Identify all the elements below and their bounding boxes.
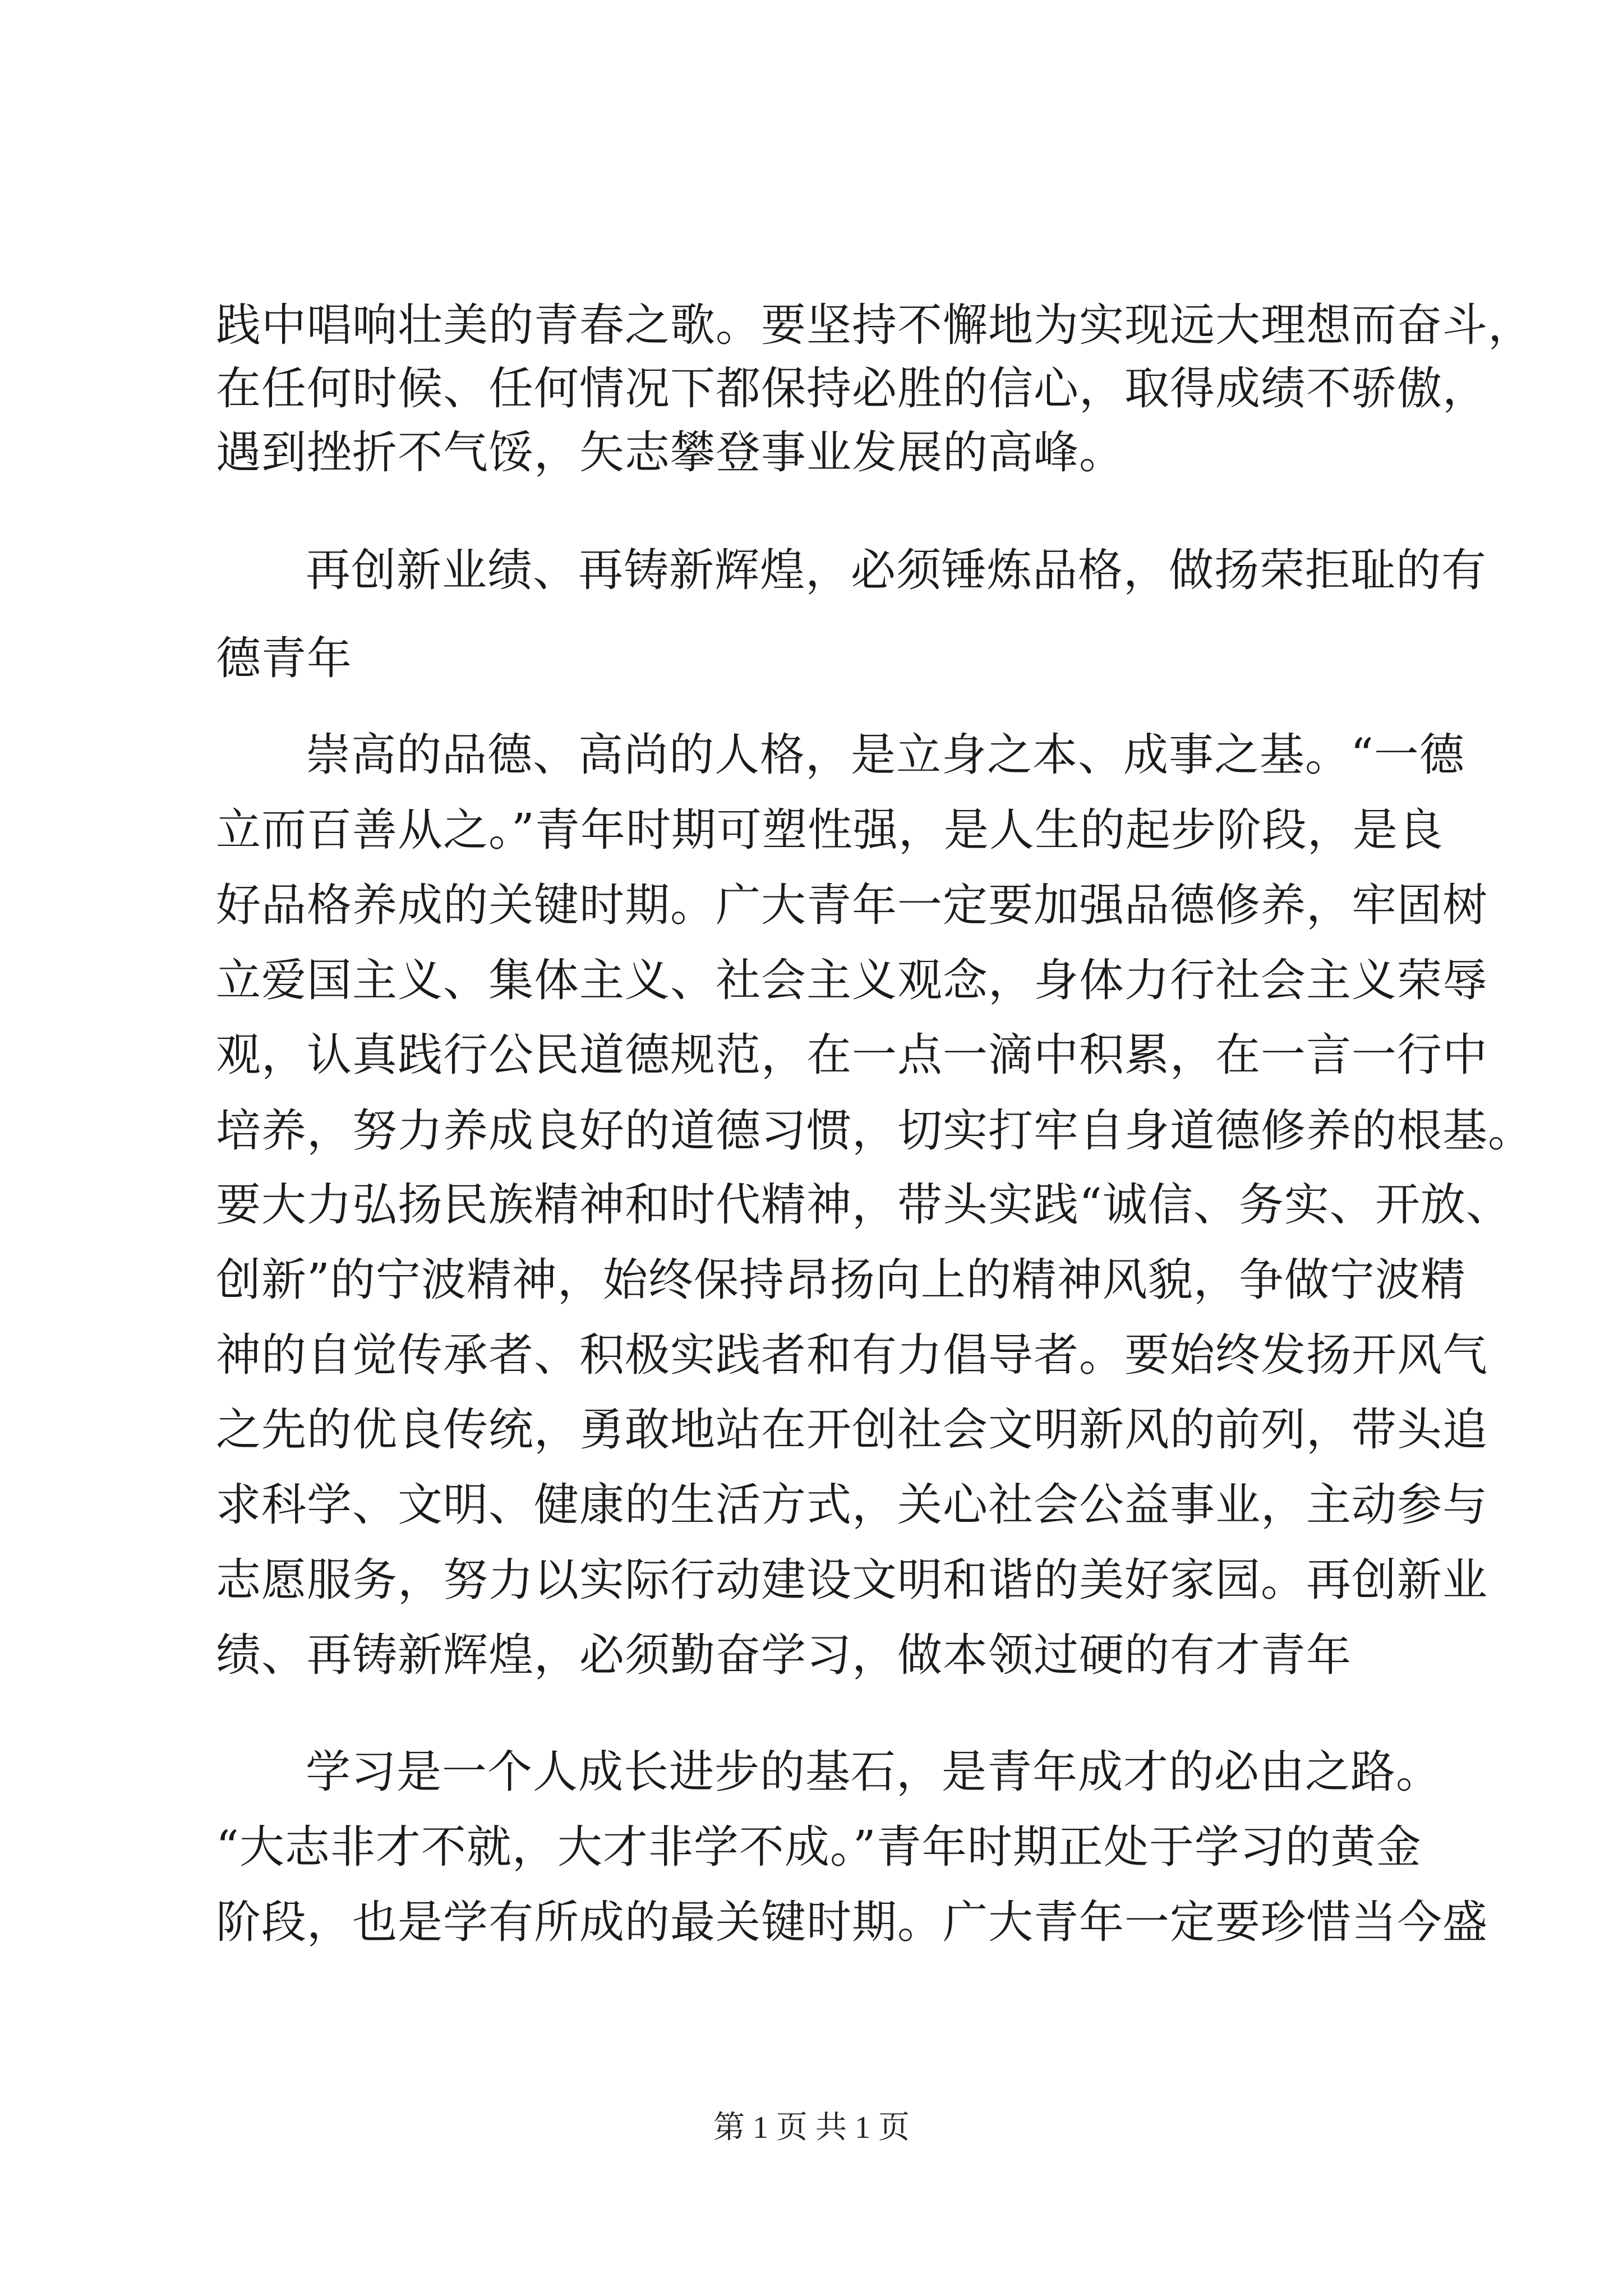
page-number-footer: 第 1 页 共 1 页 <box>713 2110 910 2145</box>
text-line: 遇到挫折不气馁，矢志攀登事业发展的高峰。 <box>216 426 1124 478</box>
text-line: 好品格养成的关键时期。广大青年一定要加强品德修养，牢固树 <box>216 879 1488 931</box>
text-line: 培养，努力养成良好的道德习惯，切实打牢自身道德修养的根基。 <box>216 1105 1533 1157</box>
text-line: 之先的优良传统，勇敢地站在开创社会文明新风的前列，带头追 <box>216 1404 1488 1456</box>
text-line: 学习是一个人成长进步的基石，是青年成才的必由之路。 <box>306 1746 1441 1798</box>
text-line: 立而百善从之。”青年时期可塑性强，是人生的起步阶段，是良 <box>216 804 1444 856</box>
text-line: 神的自觉传承者、积极实践者和有力倡导者。要始终发扬开风气 <box>216 1329 1488 1381</box>
text-line: 求科学、文明、健康的生活方式，关心社会公益事业，主动参与 <box>216 1479 1488 1531</box>
text-line: 绩、再铸新辉煌，必须勤奋学习，做本领过硬的有才青年 <box>216 1629 1352 1681</box>
text-line: “大志非才不就，大才非学不成。”青年时期正处于学习的黄金 <box>216 1821 1422 1873</box>
text-line: 再创新业绩、再铸新辉煌，必须锤炼品格，做扬荣拒耻的有 <box>306 544 1487 596</box>
text-line: 要大力弘扬民族精神和时代精神，带头实践“诚信、务实、开放、 <box>216 1179 1511 1231</box>
text-line: 创新”的宁波精神，始终保持昂扬向上的精神风貌，争做宁波精 <box>216 1254 1466 1306</box>
text-line: 阶段，也是学有所成的最关键时期。广大青年一定要珍惜当今盛 <box>216 1896 1488 1948</box>
text-line: 立爱国主义、集体主义、社会主义观念，身体力行社会主义荣辱 <box>216 954 1488 1006</box>
text-line: 德青年 <box>216 632 352 684</box>
text-line: 观，认真践行公民道德规范，在一点一滴中积累，在一言一行中 <box>216 1029 1488 1081</box>
text-line: 崇高的品德、高尚的人格，是立身之本、成事之基。“一德 <box>306 729 1465 781</box>
text-line: 践中唱响壮美的青春之歌。要坚持不懈地为实现远大理想而奋斗， <box>216 299 1533 351</box>
text-line: 在任何时候、任何情况下都保持必胜的信心，取得成绩不骄傲， <box>216 362 1488 415</box>
text-line: 志愿服务，努力以实际行动建设文明和谐的美好家园。再创新业 <box>216 1554 1488 1606</box>
